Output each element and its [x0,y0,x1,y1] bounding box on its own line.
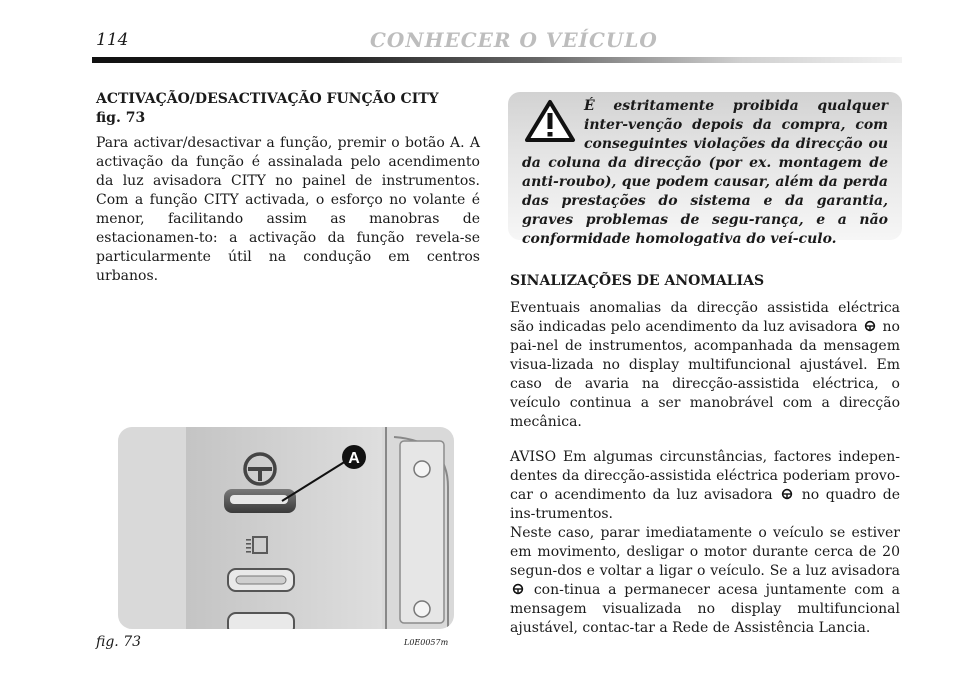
p3-text-a: Neste caso, parar imediatamente o veículo se estiver em movimento, desligar o motor durante cerca de 20 segun-dos e voltar a ligar o veículo. Se a luz avisadora [510,525,900,579]
instructions-paragraph [510,524,900,638]
right-column [510,272,900,638]
steering-warning-lamp-icon [512,583,524,595]
steering-warning-lamp-icon [781,488,793,500]
side-module-screw-top [414,461,430,477]
p1-text-b: no pai-nel de instrumentos, acompanhada da mensagem visua-lizada no display multifuncional ajustável. Em caso de avaria na direcção-assistida eléctrica, o veículo continua a ser manobrável com a direcção mecânica. [510,319,900,430]
header-rule [92,57,902,63]
figure-73 [118,427,454,629]
figure-reference: fig. 73 [96,110,146,126]
notice-paragraph [510,448,900,524]
figure-caption: fig. 73 [96,634,142,650]
anomalies-heading: SINALIZAÇÕES DE ANOMALIAS [510,273,765,289]
left-column [96,90,480,286]
steering-warning-lamp-icon [864,320,876,332]
p3-text-b: con-tinua a permanecer acesa juntamente com a mensagem visualizada no display multifuncional ajustável, contac-tar a Rede de Assistência Lancia. [510,582,900,636]
p1-text-a: Eventuais anomalias da direcção assistida eléctrica são indicadas pelo acendimento da luz avisadora [510,300,900,335]
p2-text-b: no quadro de ins-trumentos. [510,487,900,522]
city-heading: ACTIVAÇÃO/DESACTIVAÇÃO FUNÇÃO CITY [96,91,439,107]
city-button-highlight [230,495,288,504]
section-title: CONHECER O VEÍCULO [370,28,658,52]
figure-code: L0E0057m [404,638,449,647]
lower-switch-groove [236,576,286,584]
warning-text: É estritamente proibida qualquer inter-venção depois da compra, com conseguintes violações da direcção ou da coluna da direcção (por ex. montagem de anti-roubo), que podem causar, além da perda das prestações do sistema e da garantia, graves problemas de segu-rança, e a não conformidade homologativa do veí-culo. [522,98,888,247]
side-module-screw-bottom [414,601,430,617]
callout-label: A [348,450,360,467]
anomalies-paragraph [510,299,900,432]
warning-triangle-icon [524,99,576,143]
page-number: 114 [96,30,129,50]
bottom-switch [228,613,294,629]
p2-text-a: AVISO Em algumas circunstâncias, factores indepen-dentes da direcção-assistida eléctrica poderiam provo-car o acendimento da luz avisadora [510,449,900,503]
warning-box [508,92,902,247]
city-button-illustration [118,427,454,629]
city-paragraph: Para activar/desactivar a função, premir o botão A. A activação da função é assinalada pelo acendimento da luz avisadora CITY no painel de instrumentos. Com a função CITY activada, o esforço no volante é menor, facilitando assim as manobras de estacionamen-to: a activação da função revela-se particularmente útil na condução em centros urbanos. [96,135,480,284]
